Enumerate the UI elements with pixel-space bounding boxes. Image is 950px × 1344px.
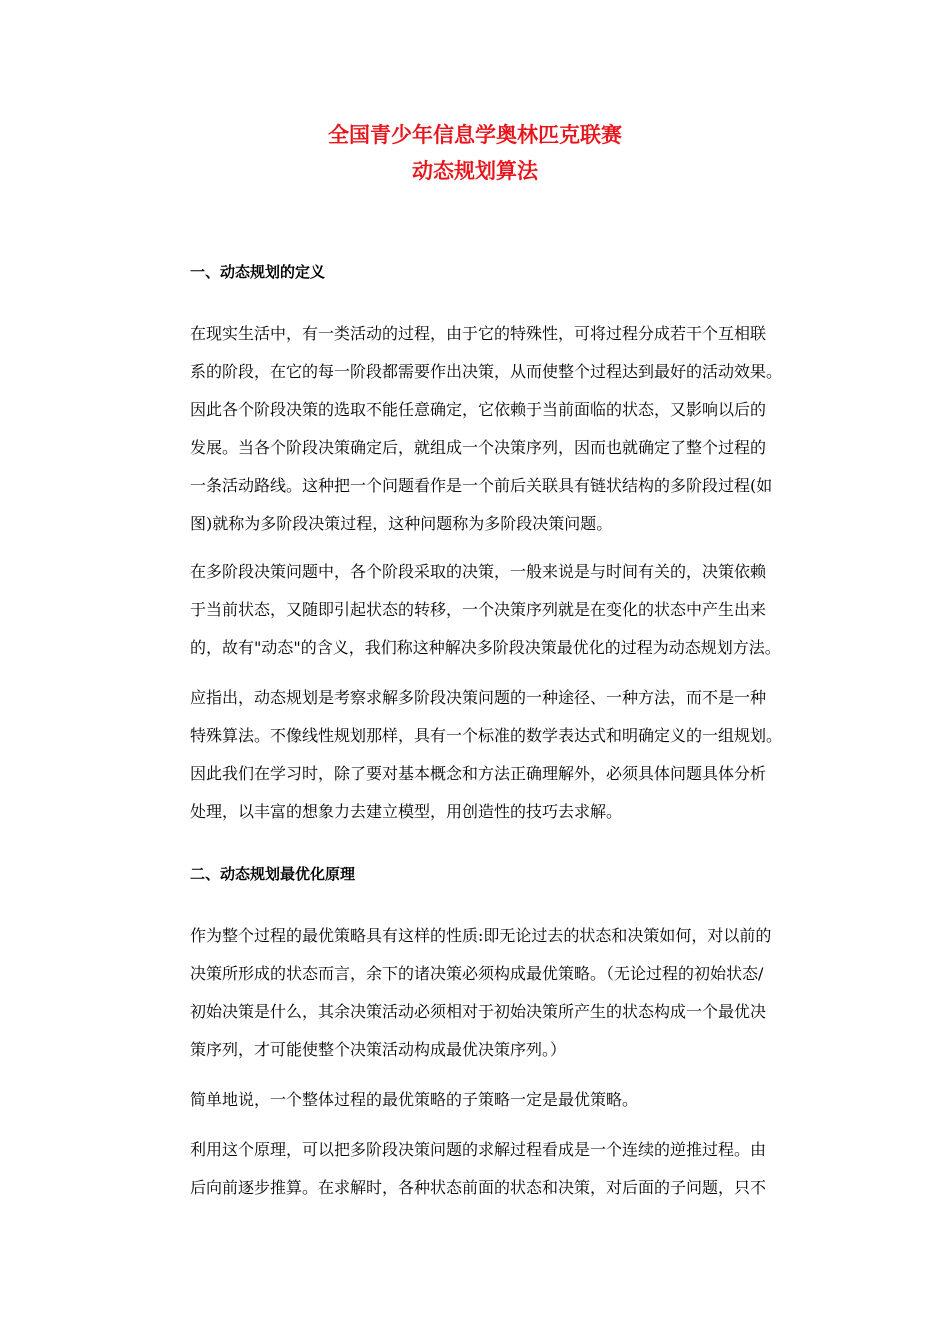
text-line: 策序列，才可能使整个决策活动构成最优决策序列。） <box>190 1040 567 1059</box>
paragraph <box>190 1131 810 1207</box>
text-line: 系的阶段，在它的每一阶段都需要作出决策，从而使整个过程达到最好的活动效果。 <box>190 362 783 381</box>
text-line: 因此各个阶段决策的选取不能任意确定，它依赖于当前面临的状态，又影响以后的 <box>190 400 767 419</box>
text-line: 决策所形成的状态而言，余下的诸决策必须构成最优策略。（无论过程的初始状态/ <box>190 964 764 983</box>
text-line: 图)就称为多阶段决策过程，这种问题称为多阶段决策问题。 <box>190 514 613 533</box>
text-line: 的，故有"动态"的含义，我们称这种解决多阶段决策最优化的过程为动态规划方法。 <box>190 638 781 657</box>
document-subtitle: 动态规划算法 <box>412 159 538 183</box>
text-line: 后向前逐步推算。在求解时，各种状态前面的状态和决策，对后面的子问题，只不 <box>190 1178 767 1197</box>
section-heading-definition: 一、动态规划的定义 <box>190 263 326 281</box>
paragraph <box>190 679 810 831</box>
document-title: 全国青少年信息学奥林匹克联赛 <box>328 123 622 147</box>
paragraph <box>190 1081 810 1119</box>
text-line: 发展。当各个阶段决策确定后，就组成一个决策序列，因而也就确定了整个过程的 <box>190 438 767 457</box>
text-line: 初始决策是什么，其余决策活动必须相对于初始决策所产生的状态构成一个最优决 <box>190 1002 767 1021</box>
section-heading-optimality: 二、动态规划最优化原理 <box>190 865 356 883</box>
text-line: 在现实生活中，有一类活动的过程，由于它的特殊性，可将过程分成若干个互相联 <box>190 324 767 343</box>
text-line: 应指出，动态规划是考察求解多阶段决策问题的一种途径、一种方法，而不是一种 <box>190 688 767 707</box>
text-line: 作为整个过程的最优策略具有这样的性质:即无论过去的状态和决策如何，对以前的 <box>190 926 772 945</box>
paragraph <box>190 917 810 1069</box>
paragraph <box>190 315 810 543</box>
text-line: 于当前状态，又随即引起状态的转移，一个决策序列就是在变化的状态中产生出来 <box>190 600 767 619</box>
text-line: 一条活动路线。这种把一个问题看作是一个前后关联具有链状结构的多阶段过程(如 <box>190 476 773 495</box>
text-line: 特殊算法。不像线性规划那样，具有一个标准的数学表达式和明确定义的一组规划。 <box>190 726 783 745</box>
text-line: 在多阶段决策问题中，各个阶段采取的决策，一般来说是与时间有关的，决策依赖 <box>190 562 767 581</box>
text-line: 利用这个原理，可以把多阶段决策问题的求解过程看成是一个连续的逆推过程。由 <box>190 1140 767 1159</box>
text-line: 因此我们在学习时，除了要对基本概念和方法正确理解外，必须具体问题具体分析 <box>190 764 767 783</box>
paragraph <box>190 553 810 667</box>
text-line: 处理，以丰富的想象力去建立模型，用创造性的技巧去求解。 <box>190 802 623 821</box>
text-line: 简单地说，一个整体过程的最优策略的子策略一定是最优策略。 <box>190 1090 639 1109</box>
